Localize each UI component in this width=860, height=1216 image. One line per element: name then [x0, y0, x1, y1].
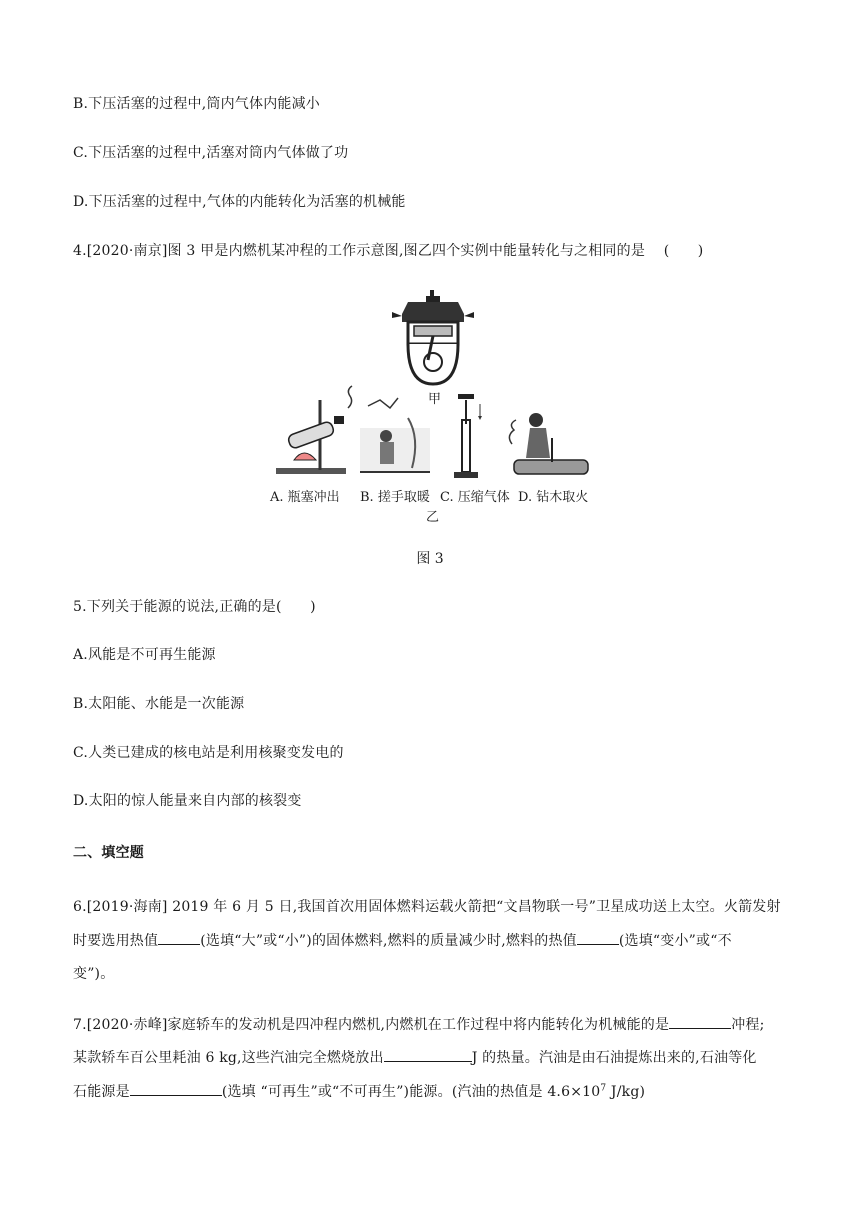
q7-text-a: 7.[2020·赤峰]家庭轿车的发动机是四冲程内燃机,内燃机在工作过程中将内能转化为机械能的是 [73, 1017, 670, 1033]
q7-text-d: J 的热量。汽油是由石油提炼出来的,石油等化 [471, 1050, 757, 1066]
figure-3-caption: 图 3 [416, 551, 444, 567]
q7-blank-1[interactable] [669, 1014, 731, 1029]
q7-text-c: 某款轿车百公里耗油 6 kg,这些汽油完全燃烧放出 [73, 1050, 384, 1066]
q7-text-g: J/kg) [606, 1084, 646, 1100]
q3-option-d: D.下压活塞的过程中,气体的内能转化为活塞的机械能 [73, 194, 406, 210]
q6-line-2 [73, 930, 732, 951]
q7-blank-3[interactable] [130, 1081, 222, 1096]
figure-label-jia: 甲 [428, 392, 442, 407]
q6-text-a: 时要选用热值 [73, 933, 159, 949]
compress-gas-illustration [454, 394, 482, 478]
q6-text-b: (选填“大”或“小”)的固体燃料,燃料的质量减少时,燃料的热值 [200, 933, 577, 949]
q5-option-d: D.太阳的惊人能量来自内部的核裂变 [73, 793, 302, 809]
drill-wood-fire-illustration [509, 413, 588, 474]
q6-blank-1[interactable] [158, 930, 200, 945]
q5-option-c: C.人类已建成的核电站是利用核聚变发电的 [73, 745, 344, 761]
q3-option-c: C.下压活塞的过程中,活塞对筒内气体做了功 [73, 145, 349, 161]
q6-line-1: 6.[2019·海南] 2019 年 6 月 5 日,我国首次用固体燃料运载火箭把“文昌物联一号”卫星成功送上太空。火箭发射 [73, 899, 781, 915]
figure-label-yi: 乙 [426, 510, 440, 525]
section-title: 二、填空题 [73, 845, 144, 861]
q3-option-b: B.下压活塞的过程中,筒内气体内能减小 [73, 96, 320, 112]
q5-stem: 5.下列关于能源的说法,正确的是( ) [73, 599, 316, 615]
q4-answer-bracket: ( ) [663, 243, 704, 259]
figure-item-c: C. 压缩气体 [440, 490, 510, 505]
q7-text-b: 冲程; [731, 1017, 765, 1033]
q6-blank-2[interactable] [577, 930, 619, 945]
q5-option-a: A.风能是不可再生能源 [73, 647, 216, 663]
q4-stem-text: 4.[2020·南京]图 3 甲是内燃机某冲程的工作示意图,图乙四个实例中能量转化与之相同的是 [73, 243, 646, 259]
figure-item-b: B. 搓手取暖 [360, 490, 430, 505]
figure-item-a: A. 瓶塞冲出 [270, 490, 340, 505]
q5-option-b: B.太阳能、水能是一次能源 [73, 696, 245, 712]
q6-text-c: (选填“变小”或“不 [618, 933, 732, 949]
q4-stem [73, 241, 703, 261]
q7-text-e: 石能源是 [73, 1084, 130, 1100]
q7-exponent: 7 [600, 1083, 607, 1094]
q7-line-2 [73, 1047, 757, 1068]
q7-blank-2[interactable] [384, 1047, 472, 1062]
q7-line-1 [73, 1014, 765, 1035]
engine-diagram [392, 290, 474, 384]
rubbing-hands-illustration [360, 398, 430, 472]
q6-line-3: 变”)。 [73, 966, 115, 982]
figure-3 [268, 288, 598, 528]
q7-line-3 [73, 1081, 645, 1102]
figure-item-d: D. 钻木取火 [518, 490, 589, 505]
q7-text-f: (选填 “可再生”或“不可再生”)能源。(汽油的热值是 4.6×10 [221, 1084, 601, 1100]
bottle-cork-illustration [276, 386, 352, 474]
